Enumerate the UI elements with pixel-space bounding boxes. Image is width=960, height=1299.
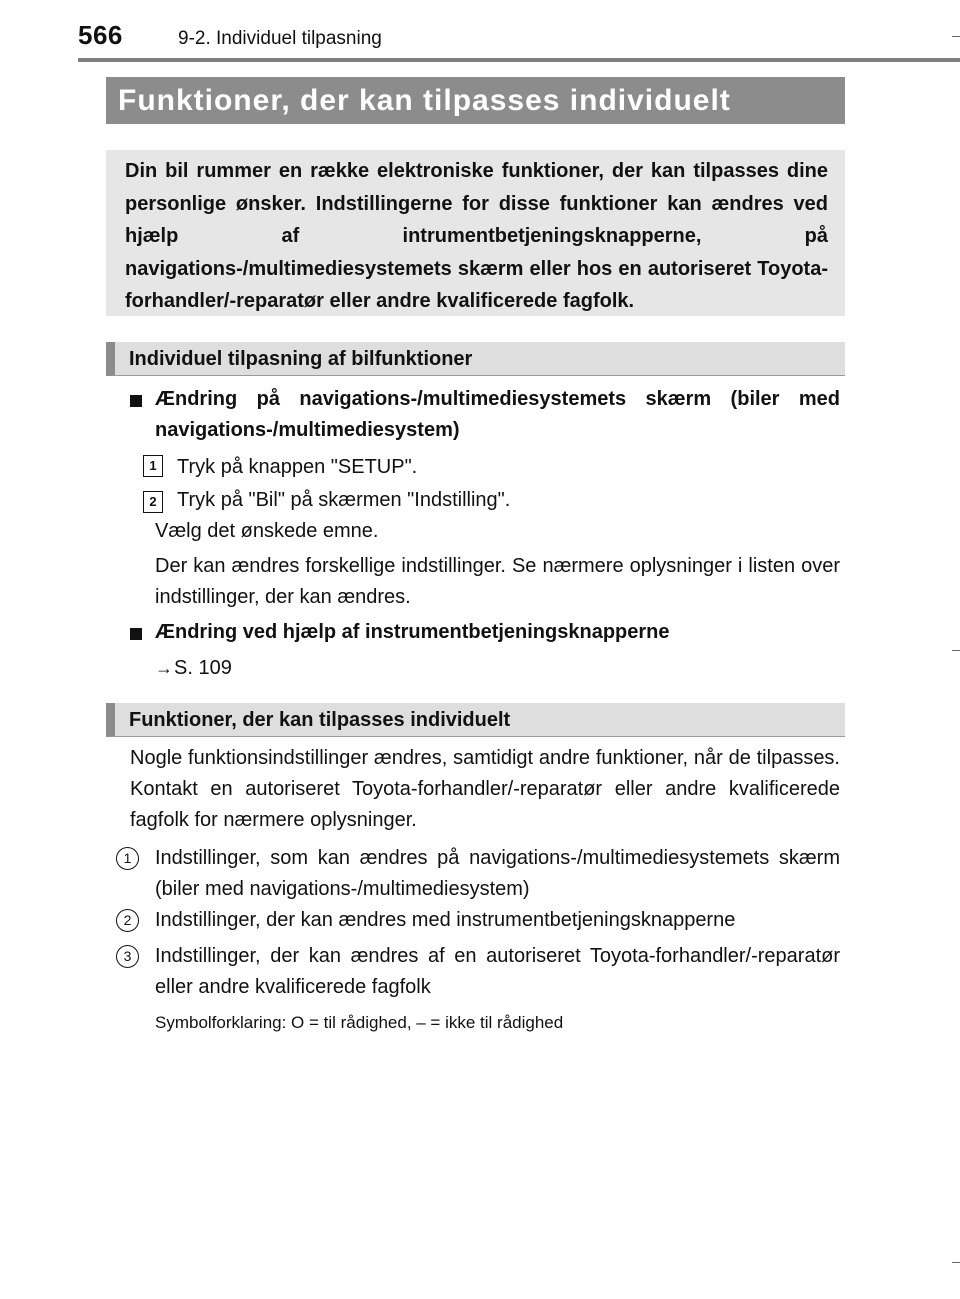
list-item (116, 905, 840, 936)
functions-paragraph: Nogle funktionsindstillinger ændres, samtidigt andre funktioner, når de tilpasses. Kontakt en autoriseret Toyota-forhandler/-reparatør eller andre kvalificerede fagfolk for nærmere oplysninger. (130, 747, 840, 831)
section-heading-functions: Funktioner, der kan tilpasses individuelt (106, 703, 845, 737)
intro-text: Din bil rummer en række elektroniske funktioner, der kan tilpasses dine personlige ønsker. Indstillingerne for disse funktioner kan ændres ved hjælp af intrumentbetjeningsknapperne, på navigations-/multimediesystemets skærm eller hos en autoriseret Toyota-forhandler/-reparatør eller andre kvalificerede fagfolk. (125, 160, 828, 313)
step-2 (143, 485, 843, 547)
bullet-square-icon (130, 395, 142, 407)
header-rule (78, 58, 960, 62)
circled-number: 1 (116, 847, 139, 870)
bullet-title: Ændring ved hjælp af instrumentbetjeningsknapperne (155, 621, 670, 643)
list-item-text: Indstillinger, som kan ændres på navigations-/multimediesystemets skærm (biler med navigations-/multimediesystem) (155, 847, 840, 900)
section-reference: 9-2. Individuel tilpasning (178, 28, 382, 49)
step-text: Tryk på "Bil" på skærmen "Indstilling". (177, 489, 511, 511)
circled-number: 2 (116, 909, 139, 932)
symbol-legend: Symbolforklaring: O = til rådighed, – = ikke til rådighed (155, 1013, 564, 1032)
step-1 (143, 452, 843, 483)
intro-box (106, 150, 845, 316)
page-reference (155, 653, 232, 684)
page-number: 566 (78, 20, 123, 50)
circled-number: 3 (116, 945, 139, 968)
list-item (116, 843, 840, 905)
step-text: Tryk på knappen "SETUP". (177, 456, 418, 478)
bullet-square-icon (130, 628, 142, 640)
crop-mark (952, 36, 960, 37)
list-item-text: Indstillinger, der kan ændres med instrumentbetjeningsknapperne (155, 909, 736, 931)
crop-mark (952, 650, 960, 651)
settings-note: Der kan ændres forskellige indstillinger. Se nærmere oplysninger i listen over indstillinger, der kan ændres. (155, 555, 840, 608)
step-extra-text: Vælg det ønskede emne. (155, 520, 379, 542)
page-reference-link[interactable]: S. 109 (174, 657, 232, 679)
section-heading-customization: Individuel tilpasning af bilfunktioner (106, 342, 845, 376)
bullet-navigation-screen (130, 384, 840, 446)
list-item (116, 941, 840, 1003)
list-item-text: Indstillinger, der kan ændres af en autoriseret Toyota-forhandler/-reparatør eller andre kvalificerede fagfolk (155, 945, 840, 998)
arrow-right-icon: → (155, 658, 173, 678)
step-number-badge: 1 (143, 455, 163, 477)
main-title: Funktioner, der kan tilpasses individuelt (106, 77, 845, 124)
step-number-badge: 2 (143, 491, 163, 513)
bullet-title: Ændring på navigations-/multimediesystemets skærm (biler med navigations-/multimediesystem) (155, 388, 840, 441)
crop-mark (952, 1262, 960, 1263)
bullet-instrument-buttons (130, 617, 840, 648)
